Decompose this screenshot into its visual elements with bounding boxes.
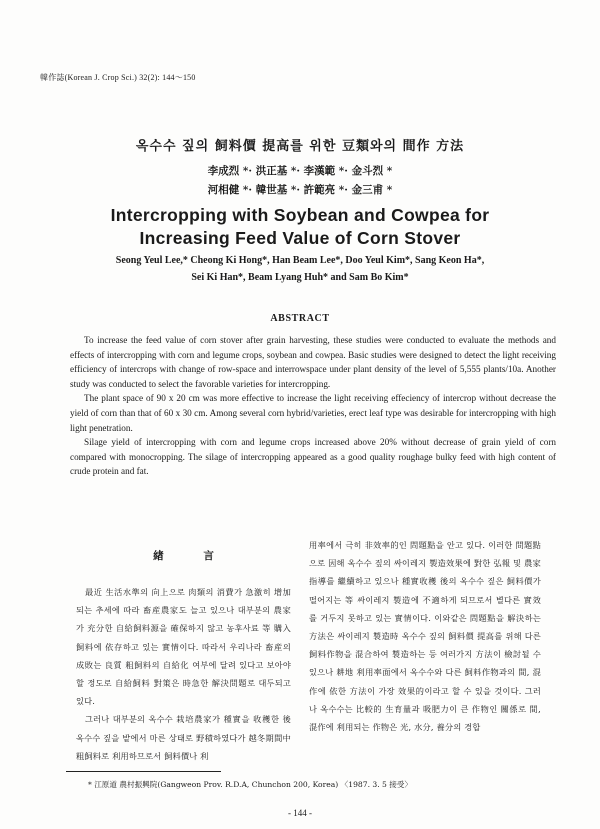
english-authors-line-2: Sei Ki Han*, Beam Lyang Huh* and Sam Bo Kim* [191,272,409,283]
english-authors-line-1: Seong Yeul Lee,* Cheong Ki Hong*, Han Beam Lee*, Doo Yeul Kim*, Sang Keon Ha*, [115,255,485,266]
body-paragraph: 用率에서 극히 非效率的인 問題點을 안고 있다. 이러한 問題點으로 因해 옥수수 짚의 싸이레지 製造效果에 對한 弘報 및 農家指導를 繼續하고 있으나 種實收穫 後의 옥수수 짚은 飼料價가 떨어지는 等 싸이레지 製造에 不適하게 되므로서 별다른 實效를 거두지 못하고 있는 實情이다. 이와같은 問題點을 解決하는 方法은 싸이레지 製造時 옥수수 짚의 飼料價 提高를 위해 다른 飼料作物을 混合하여 製造하는 등 여러가지 方法이 檢討될 수 있으나 耕地 利用率面에서 옥수수와 다른 飼料作物과의 間, 混作에 依한 方法이 가장 效果的이라고 할 수 있을 것이다. 그러나 옥수수는 比較的 生育量과 吸肥力이 큰 作物인 關係로 間, 混作에 利用되는 作物은 光, 水分, 養分의 경합 [309,540,541,733]
journal-citation: 韓作誌(Korean J. Crop Sci.) 32(2): 144～150 [40,73,196,82]
left-column [76,548,291,765]
page-number: - 144 - [288,808,312,818]
affiliation-footnote: * 江原道 農村振興院(Gangweon Prov. R.D.A, Chunchon 200, Korea) 〈1987. 3. 5 接受〉 [88,780,413,789]
introduction-body [76,583,291,765]
english-title-line-1: Intercropping with Soybean and Cowpea for [110,205,490,225]
right-column [309,536,541,736]
abstract-heading: ABSTRACT [270,313,330,324]
korean-authors-line-1: 李成烈 *· 洪正基 *· 李漢範 *· 金斗烈 * [207,165,393,177]
footnote-rule [66,771,221,772]
abstract-paragraph: The plant space of 90 x 20 cm was more effective to increase the light receiving effeciency of intercrop without decrease the yield of corn than that of 60 x 30 cm. Among several corn hybrid/varieties, erect leaf type was desirable for intercropping with high light penetration. [70,393,556,433]
korean-title: 옥수수 짚의 飼料價 提高를 위한 豆類와의 間作 方法 [135,139,465,154]
body-paragraph: 最近 生活水準의 向上으로 肉類의 消費가 急激히 增加되는 추세에 따라 畜産農家도 늘고 있으나 대부분의 農家가 充分한 自給飼料源을 確保하지 않고 농후사료 等 購入飼料에 依存하고 있는 實情이다. 따라서 우리나라 畜産의 成敗는 良質 粗飼料의 自給化 여부에 달려 있다고 보아야 할 정도로 自給飼料 對策은 時急한 解決問題로 대두되고 있다. [76,587,291,707]
body-paragraph: 그러나 대부분의 옥수수 栽培農家가 種實을 收穫한 後 옥수수 짚을 밭에서 마른 상태로 野積하였다가 越冬期間中 粗飼料로 利用하므로서 飼料價나 利 [76,714,291,761]
abstract-body [70,333,556,479]
abstract-paragraph: To increase the feed value of corn stover after grain harvesting, these studies were conducted to evaluate the methods and effects of intercropping with corn and legume crops, soybean and cowpea. Basic studies were designed to detect the light receiving efficiency of intercrops with change of row-space and interrowspace under plant density of the level of 5,555 plants/10a. Another study was conducted to select the favorable varieties for intercropping. [70,335,556,389]
korean-authors-line-2: 河相健 *· 韓世基 *· 許範亮 *· 金三甫 * [207,184,393,196]
english-title-line-2: Increasing Feed Value of Corn Stover [139,228,461,248]
abstract-paragraph: Silage yield of intercropping with corn and legume crops increased above 20% without decrease of grain yield of corn compared with monocropping. The silage of intercropping appeared as a good quality roughage bulky feed with high content of crude protein and fat. [70,437,556,477]
introduction-heading: 緖 言 [153,550,232,562]
